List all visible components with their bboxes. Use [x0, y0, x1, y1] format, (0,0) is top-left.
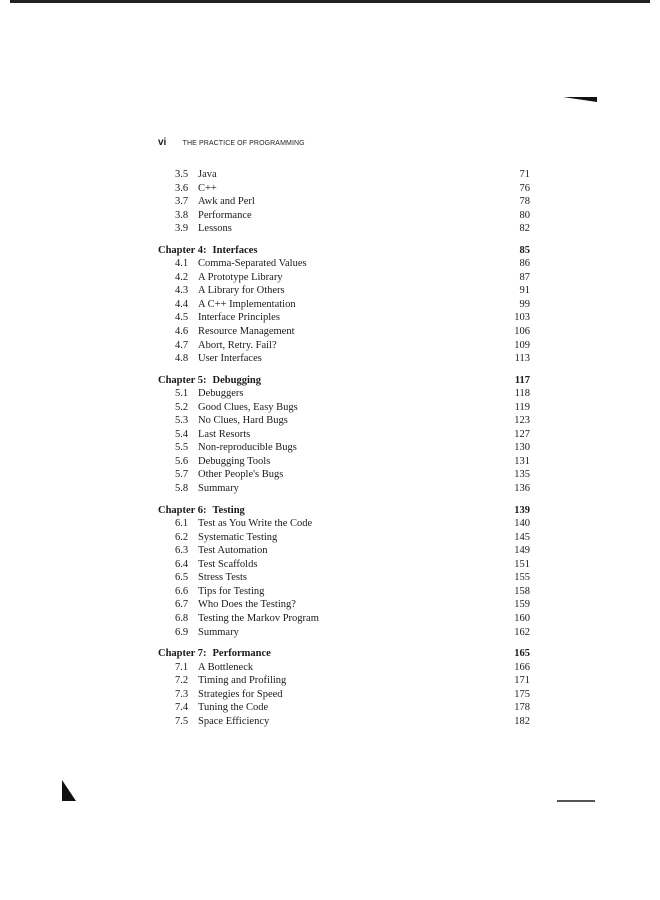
- toc-entry: [158, 325, 530, 339]
- section-title: No Clues, Hard Bugs: [198, 415, 288, 427]
- page-number: 78: [519, 196, 530, 208]
- toc-entry: [158, 531, 530, 545]
- page-number: 130: [514, 442, 530, 454]
- page-number: 135: [514, 469, 530, 481]
- section-title: C++: [198, 182, 217, 194]
- page-number: 151: [514, 558, 530, 570]
- toc-entry: [158, 352, 530, 366]
- section-title: Lessons: [198, 223, 232, 235]
- toc-chapter-section: [158, 374, 530, 496]
- page-number: 178: [514, 702, 530, 714]
- section-number: 7.1: [175, 661, 189, 673]
- toc-entry: [158, 455, 530, 469]
- section-title: Resource Management: [198, 326, 295, 338]
- section-title: A Prototype Library: [198, 271, 283, 283]
- page-number: 99: [519, 298, 530, 310]
- toc-entry: [158, 571, 530, 585]
- page-number: 86: [519, 258, 530, 270]
- chapter-name: Interfaces: [212, 244, 258, 256]
- section-number: 6.1: [175, 518, 189, 530]
- section-title: Summary: [198, 483, 239, 495]
- page-number: 159: [514, 599, 530, 611]
- section-number: 7.4: [175, 702, 189, 714]
- section-title: Debuggers: [198, 388, 244, 400]
- section-number: 4.5: [175, 312, 189, 324]
- page-number: 158: [514, 585, 530, 597]
- page-number: 87: [519, 271, 530, 283]
- page-folio: vi: [158, 137, 167, 148]
- page-number: 113: [514, 353, 530, 365]
- section-title: A Bottleneck: [198, 661, 254, 673]
- toc-entry: [158, 311, 530, 325]
- chapter-name: Testing: [212, 504, 245, 516]
- section-number: 3.8: [175, 209, 189, 221]
- section-title: Last Resorts: [198, 428, 251, 440]
- toc-entry: [158, 222, 530, 236]
- section-number: 6.4: [175, 558, 189, 570]
- section-title: Tuning the Code: [198, 702, 269, 714]
- section-number: 6.6: [175, 585, 189, 597]
- toc-entry: [158, 168, 530, 182]
- section-title: Space Efficiency: [198, 715, 270, 727]
- section-number: 3.6: [175, 182, 189, 194]
- running-title: THE PRACTICE OF PROGRAMMING: [182, 140, 305, 147]
- toc-entry: [158, 441, 530, 455]
- toc-section-continued: [158, 168, 530, 236]
- section-number: 5.2: [175, 401, 189, 413]
- section-number: 4.6: [175, 326, 189, 338]
- section-number: 4.4: [175, 298, 189, 310]
- toc-entry: [158, 339, 530, 353]
- section-number: 6.9: [175, 626, 189, 638]
- toc-entry: [158, 558, 530, 572]
- chapter-title: [158, 374, 261, 388]
- page-number: 80: [519, 209, 530, 221]
- section-number: 4.2: [175, 271, 189, 283]
- chapter-title: [158, 504, 245, 518]
- chapter-name: Debugging: [212, 374, 261, 386]
- chapter-label: Chapter 4:: [158, 244, 207, 256]
- chapter-page-number: 85: [519, 244, 530, 256]
- page-number: 160: [514, 612, 530, 624]
- page-number: 71: [519, 169, 530, 180]
- section-number: 3.9: [175, 223, 189, 235]
- section-number: 7.2: [175, 675, 189, 687]
- section-title: Debugging Tools: [198, 455, 271, 467]
- toc-entry: [158, 612, 530, 626]
- page-number: 182: [514, 715, 530, 727]
- section-number: 5.7: [175, 469, 189, 481]
- chapter-name: Performance: [212, 648, 271, 660]
- toc-entry: [158, 428, 530, 442]
- page-number: 123: [514, 415, 530, 427]
- section-number: 6.7: [175, 599, 189, 611]
- chapter-page-number: 117: [514, 374, 530, 386]
- chapter-heading: [158, 374, 530, 388]
- section-title: Summary: [198, 626, 239, 638]
- toc-entry: [158, 598, 530, 612]
- toc-entry: [158, 271, 530, 285]
- section-number: 6.2: [175, 531, 189, 543]
- toc-entry: [158, 284, 530, 298]
- toc-entry: [158, 517, 530, 531]
- section-number: 5.8: [175, 483, 189, 495]
- page-number: 155: [514, 572, 530, 584]
- section-number: 7.3: [175, 688, 189, 700]
- section-title: Good Clues, Easy Bugs: [198, 401, 298, 413]
- section-number: 5.3: [175, 415, 189, 427]
- section-title: Other People's Bugs: [198, 469, 284, 481]
- toc-entry: [158, 257, 530, 271]
- section-number: 4.7: [175, 339, 189, 351]
- toc-chapter-section: [158, 504, 530, 639]
- section-title: Performance: [198, 209, 252, 221]
- toc-chapter-section: [158, 244, 530, 366]
- section-title: Timing and Profiling: [198, 675, 287, 687]
- page-number: 145: [514, 531, 530, 543]
- toc-entry: [158, 414, 530, 428]
- section-title: Stress Tests: [198, 572, 247, 584]
- section-title: A C++ Implementation: [198, 298, 296, 310]
- section-title: Who Does the Testing?: [198, 599, 296, 611]
- section-title: Systematic Testing: [198, 531, 278, 543]
- toc-entry: [158, 195, 530, 209]
- section-title: Interface Principles: [198, 312, 280, 324]
- page-number: 82: [519, 223, 530, 235]
- chapter-heading: [158, 647, 530, 661]
- section-title: Awk and Perl: [198, 196, 255, 208]
- toc-entry: [158, 626, 530, 640]
- crop-mark-top-right: [563, 97, 597, 102]
- chapter-heading: [158, 244, 530, 258]
- page-number: 171: [514, 675, 530, 687]
- section-title: Strategies for Speed: [198, 688, 283, 700]
- page-number: 76: [519, 182, 530, 194]
- page-number: 119: [514, 401, 530, 413]
- toc-entry: [158, 468, 530, 482]
- toc-entry: [158, 701, 530, 715]
- section-number: 3.5: [175, 169, 189, 180]
- toc-entry: [158, 715, 530, 729]
- page-number: 109: [514, 339, 530, 351]
- section-number: 5.4: [175, 428, 189, 440]
- chapter-page-number: 139: [514, 504, 530, 516]
- chapter-label: Chapter 5:: [158, 374, 207, 386]
- section-number: 6.8: [175, 612, 189, 624]
- toc-entry: [158, 544, 530, 558]
- section-title: Java: [198, 169, 217, 180]
- toc-entry: [158, 209, 530, 223]
- page-number: 162: [514, 626, 530, 638]
- section-title: Abort, Retry. Fail?: [198, 339, 277, 351]
- section-title: Test Automation: [198, 545, 268, 557]
- section-number: 6.3: [175, 545, 189, 557]
- toc-entry: [158, 674, 530, 688]
- page-number: 103: [514, 312, 530, 324]
- toc-entry: [158, 482, 530, 496]
- crop-mark-bottom-left: [62, 780, 76, 801]
- page-number: 140: [514, 518, 530, 530]
- section-title: A Library for Others: [198, 285, 285, 297]
- toc-entry: [158, 585, 530, 599]
- section-title: User Interfaces: [198, 353, 262, 365]
- chapter-label: Chapter 7:: [158, 648, 207, 660]
- chapter-title: [158, 244, 257, 258]
- page-number: 118: [514, 388, 530, 400]
- toc-entry: [158, 661, 530, 675]
- page-number: 175: [514, 688, 530, 700]
- section-number: 7.5: [175, 715, 189, 727]
- scan-top-border: [10, 0, 650, 3]
- page-number: 149: [514, 545, 530, 557]
- page-number: 166: [514, 661, 530, 673]
- toc-entry: [158, 298, 530, 312]
- page-number: 91: [519, 285, 530, 297]
- toc-entry: [158, 182, 530, 196]
- page-number: 136: [514, 483, 530, 495]
- page-number: 131: [514, 455, 530, 467]
- section-title: Non-reproducible Bugs: [198, 442, 297, 454]
- section-title: Testing the Markov Program: [198, 612, 319, 624]
- section-title: Test as You Write the Code: [198, 518, 313, 530]
- section-number: 5.6: [175, 455, 189, 467]
- section-number: 3.7: [175, 196, 189, 208]
- toc-chapter-section: [158, 647, 530, 728]
- section-title: Test Scaffolds: [198, 558, 258, 570]
- chapter-title: [158, 647, 271, 661]
- toc-entry: [158, 401, 530, 415]
- chapter-heading: [158, 504, 530, 518]
- section-number: 6.5: [175, 572, 189, 584]
- section-number: 4.1: [175, 258, 189, 270]
- toc-entry: [158, 688, 530, 702]
- section-number: 5.1: [175, 388, 189, 400]
- page-number: 106: [514, 326, 530, 338]
- chapter-label: Chapter 6:: [158, 504, 207, 516]
- page-number: 127: [514, 428, 530, 440]
- table-of-contents: [158, 168, 530, 728]
- running-head: [158, 137, 305, 148]
- chapter-page-number: 165: [514, 648, 530, 660]
- crop-mark-bottom-right: [557, 800, 595, 802]
- toc-entry: [158, 387, 530, 401]
- section-number: 4.8: [175, 353, 189, 365]
- section-number: 4.3: [175, 285, 189, 297]
- section-title: Tips for Testing: [198, 585, 265, 597]
- section-title: Comma-Separated Values: [198, 258, 307, 270]
- section-number: 5.5: [175, 442, 189, 454]
